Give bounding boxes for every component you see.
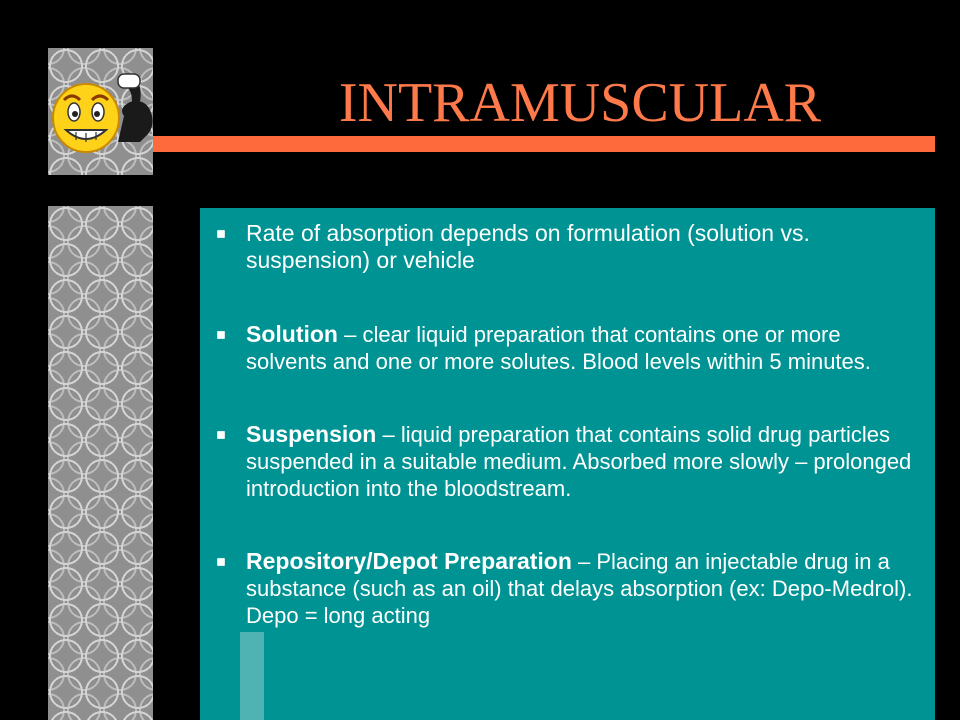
diamond-bullet-icon <box>213 327 228 342</box>
panel-accent-tab <box>240 632 264 720</box>
bullet-item <box>215 220 925 274</box>
decorative-pattern-left <box>48 206 153 720</box>
bullet-item <box>215 321 925 375</box>
title-underline <box>153 136 935 152</box>
bullet-text: – Placing an injectable drug in a substance (such as an oil) that delays absorption (ex: Depo-Medrol). Depo = long acting <box>246 549 913 628</box>
diamond-bullet-icon <box>213 226 228 241</box>
bullet-list <box>215 220 925 629</box>
bullet-text: – clear liquid preparation that contains one or more solvents and one or more solutes. Blood levels within 5 minutes. <box>246 322 871 374</box>
bullet-item <box>215 548 925 629</box>
bullet-term: Repository/Depot Preparation <box>246 548 572 574</box>
bullet-text: – liquid preparation that contains solid drug particles suspended in a suitable medium. Absorbed more slowly – prolonged introduction into the bloodstream. <box>246 422 912 501</box>
bullet-item <box>215 421 925 502</box>
bullet-text: Rate of absorption depends on formulation (solution vs. suspension) or vehicle <box>246 220 810 273</box>
diamond-bullet-icon <box>213 554 228 569</box>
slide-title: INTRAMUSCULAR <box>338 72 822 134</box>
bullet-term: Solution <box>246 321 338 347</box>
bullet-term: Suspension <box>246 421 377 447</box>
flexing-arm-icon <box>110 72 160 144</box>
diamond-bullet-icon <box>213 427 228 442</box>
